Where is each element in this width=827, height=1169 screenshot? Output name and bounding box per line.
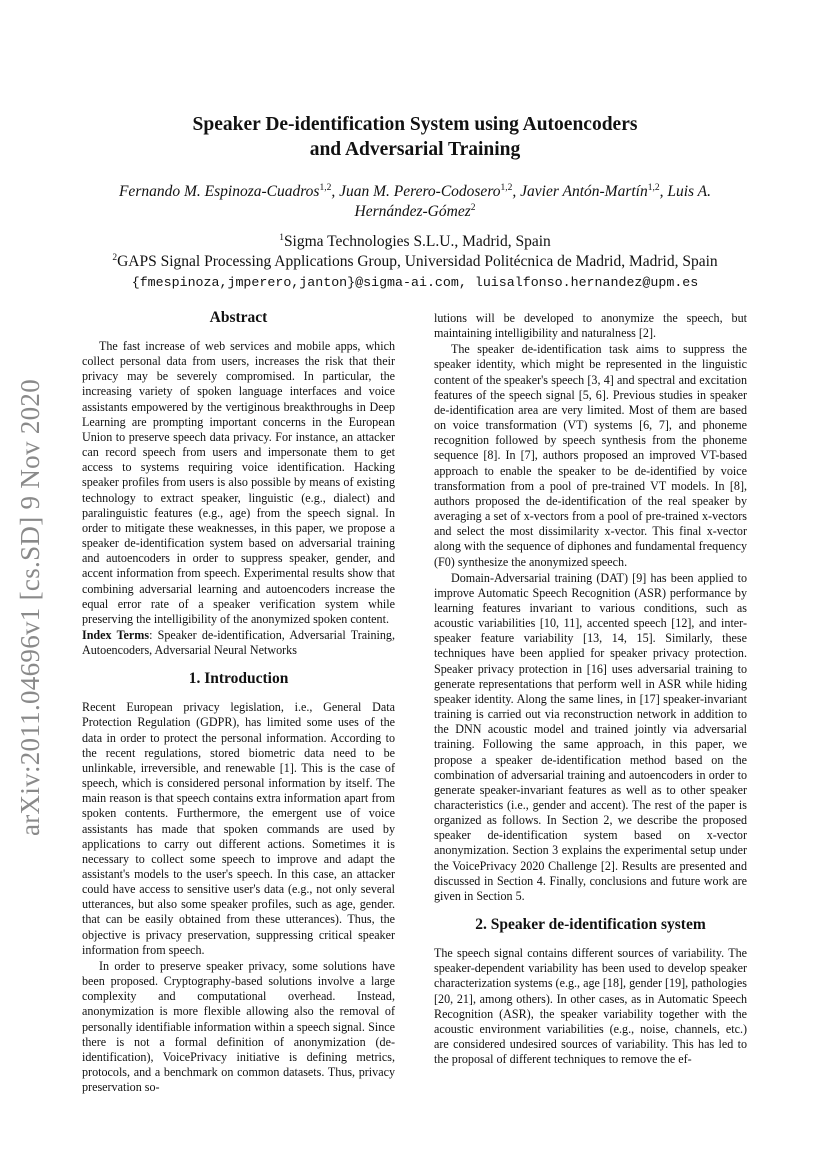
right-paragraph-2: The speaker de-identification task aims to suppress the speaker identity, which might be represented in the linguistic content of the speaker's speech [3, 4] and spectral and excitation features of the speech signal [5, 6]. Previous studies in speaker de-identification area are very limited. Most of them are based on voice transformation (VT) systems [6, 7], and phoneme recognition followed by speech synthesis from the phoneme sequence [8]. In [7], authors proposed an improved VT-based approach to enable the speaker to be de-identified by voice transformation from a pool of pre-trained VT models. In [8], authors proposed the de-identification of the real speaker by averaging a set of x-vectors from a pool of pre-trained x-vectors and select the most dissimilarity x-vector. This final x-vector along with the sequence of diphones and fundamental frequency (F0) synthesize the anonymized speech. bbox=[434, 342, 747, 569]
right-paragraph-1: lutions will be developed to anonymize the speech, but maintaining intelligibility and naturalness [2]. bbox=[434, 311, 747, 341]
author-2: , Juan M. Perero-Codosero bbox=[331, 183, 501, 200]
intro-paragraph-1: Recent European privacy legislation, i.e., General Data Protection Regulation (GDPR), has limited some uses of the data in order to protect the personal information. According to the recent regulations, stored biometric data need to be unlinkable, irreversible, and renewable [1]. This is the case of speech, which is considered personal information by itself. The main reason is that speech contains extra information apart from spoken contents. Furthermore, the emergent use of voice assistants has made that spoken commands are used by applications to carry out different actions. Sometimes it is necessary to collect some speech to improve and adapt the assistant's models to the user's speech. In this case, an attacker could have access to sensitive user's data (e.g., not only several utterances, but also some speaker profiles, such as age, gender. that can be easily obtained from these utterances). Thus, the objective is privacy preservation, suppressing critical speaker information from speech. bbox=[82, 700, 395, 957]
left-column bbox=[82, 308, 395, 1095]
author-4-sup: 2 bbox=[470, 203, 476, 213]
author-1-sup: 1,2 bbox=[319, 183, 332, 193]
paper-header bbox=[70, 112, 760, 292]
author-3: , Javier Antón-Martín bbox=[512, 183, 648, 200]
right-paragraph-3: Domain-Adversarial training (DAT) [9] has been applied to improve Automatic Speech Recognition (ASR) performance by learning features invariant to various conditions, such as acoustic variabilities [10, 11], accented speech [12], and inter-speaker feature variability [13, 14, 15]. Similarly, these techniques have been applied for speaker privacy protection. Speaker privacy protection in [16] uses adversarial training to generate representations that perform well in ASR while hiding speaker identity. Along the same lines, in [17] speaker-invariant training is carried out via reconstruction network in addition to the DNN acoustic model and trained jointly via adversarial training. Following the same approach, in this paper, we propose a speaker de-identification method based on the combination of adversarial training and autoencoders in order to generate speaker-invariant features as well as to other speaker characteristics (i.e., gender and accent). The rest of the paper is organized as follows. In Section 2, we describe the proposed speaker de-identification system based on x-vector anonymization. Section 3 explains the experimental setup under the VoicePrivacy 2020 Challenge [2]. Results are presented and discussed in Section 4. Finally, conclusions and future work are given in Section 5. bbox=[434, 570, 747, 903]
abstract-heading: Abstract bbox=[209, 309, 268, 326]
index-terms bbox=[82, 628, 395, 658]
author-4-part-1: , Luis A. bbox=[659, 183, 712, 200]
section-2-heading: 2. Speaker de-identification system bbox=[475, 916, 706, 934]
right-column bbox=[434, 311, 747, 1067]
index-terms-label: Index Terms bbox=[82, 627, 150, 642]
affiliation-2 bbox=[70, 252, 760, 272]
abstract-text: The fast increase of web services and mobile apps, which collect personal data from users, increases the risk that their privacy may be severely compromised. In particular, the increasing variety of spoken language interfaces and voice assistants empowered by the vertiginous breakthroughs in Deep Learning are prompting important concerns in the European Union to preserve speech data privacy. For instance, an attacker can record speech from users and impersonate them to get access to systems requiring voice identification. Hacking speaker profiles from users is also possible by means of existing technology to extract speaker, linguistic (e.g., dialect) and paralinguistic features (e.g., age) from the speech signal. In order to mitigate these weaknesses, in this paper, we propose a speaker de-identification system based on adversarial training and autoencoders in order to suppress speaker, gender, and accent information from speech. Experimental results show that combining adversarial learning and autoencoders increase the equal error rate of a speaker verification system while preserving the intelligibility of the anonymized spoken content. bbox=[82, 339, 395, 626]
author-3-sup: 1,2 bbox=[647, 183, 660, 193]
affiliation-2-sup: 2 bbox=[112, 253, 118, 263]
author-1: Fernando M. Espinoza-Cuadros bbox=[118, 183, 320, 200]
arxiv-sidebar bbox=[6, 364, 56, 850]
arxiv-identifier: arXiv:2011.04696v1 [cs.SD] 9 Nov 2020 bbox=[15, 378, 46, 836]
affiliation-1 bbox=[70, 232, 760, 252]
author-emails: {fmespinoza,jmperero,janton}@sigma-ai.com, luisalfonso.hernandez@upm.es bbox=[131, 275, 699, 290]
section-2-paragraph-1: The speech signal contains different sources of variability. The speaker-dependent variability has been used to develop speaker characterization systems (e.g., age [18], gender [19], pathologies [20, 21], among others). In other cases, as in Automatic Speech Recognition (ASR), the speaker variability together with the acoustic environment variabilities (e.g., noise, channels, etc.) are considered undesired sources of variability. This has led to the proposal of different techniques to remove the ef- bbox=[434, 946, 747, 1067]
author-4-part-2: Hernández-Gómez bbox=[354, 203, 471, 220]
author-2-sup: 1,2 bbox=[500, 183, 513, 193]
introduction-heading: 1. Introduction bbox=[188, 670, 289, 688]
affiliations bbox=[70, 232, 760, 272]
affiliation-1-text: Sigma Technologies S.L.U., Madrid, Spain bbox=[283, 233, 551, 250]
affiliation-2-text: GAPS Signal Processing Applications Group, Universidad Politécnica de Madrid, Madrid, Spain bbox=[117, 253, 718, 270]
title-line-1: Speaker De-identification System using Autoencoders bbox=[192, 114, 638, 135]
intro-paragraph-2: In order to preserve speaker privacy, some solutions have been proposed. Cryptography-based solutions involve a large complexity and computational overhead. Instead, anonymization is more flexible allowing also the removal of personally identifiable information within a speech signal. Since there is not a formal definition of anonymization (de-identification), VoicePrivacy initiative is defining metrics, protocols, and a benchmark on common datasets. Thus, privacy preservation so- bbox=[82, 958, 395, 1095]
paper-title bbox=[70, 112, 760, 162]
title-line-2: and Adversarial Training bbox=[309, 139, 521, 160]
index-terms-text: : Speaker de-identification, Adversarial Training, Autoencoders, Adversarial Neural Networks bbox=[82, 627, 395, 658]
author-list bbox=[70, 182, 760, 222]
affiliation-1-sup: 1 bbox=[279, 233, 284, 243]
